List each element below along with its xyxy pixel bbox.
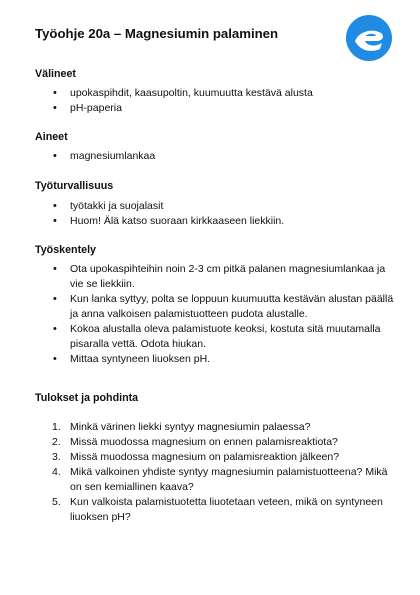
section-heading-tyoturvallisuus: Työturvallisuus <box>35 180 114 192</box>
list-item: • Huom! Älä katso suoraan kirkkaaseen liekkiin. <box>35 214 395 229</box>
tyoskentely-list <box>35 262 395 367</box>
aineet-list <box>35 149 395 164</box>
list-item: 5. Kun valkoista palamistuotetta liuotetaan veteen, mikä on syntyneen liuoksen pH? <box>52 496 383 523</box>
tulokset-list <box>35 420 395 525</box>
list-item: 1. Minkä värinen liekki syntyy magnesiumin palaessa? <box>52 421 311 433</box>
valineet-list <box>35 86 395 116</box>
list-item: • työtakki ja suojalasit <box>35 199 395 214</box>
section-heading-tyoskentely: Työskentely <box>35 244 96 256</box>
list-item: • upokaspihdit, kaasupoltin, kuumuutta kestävä alusta <box>35 86 395 101</box>
list-item: 3. Missä muodossa magnesium on palamisreaktion jälkeen? <box>52 451 340 463</box>
tyoturvallisuus-list <box>35 199 395 229</box>
section-heading-valineet: Välineet <box>35 68 76 80</box>
e-logo-icon <box>345 14 393 62</box>
section-heading-aineet: Aineet <box>35 131 68 143</box>
list-item: • Mittaa syntyneen liuoksen pH. <box>35 352 395 367</box>
list-item: • Ota upokaspihteihin noin 2-3 cm pitkä palanen magnesiumlankaa ja vie se liekkiin. <box>35 262 395 292</box>
list-item: 2. Missä muodossa magnesium on ennen palamisreaktiota? <box>52 436 338 448</box>
list-item: • pH-paperia <box>35 101 395 116</box>
list-item: • Kokoa alustalla oleva palamistuote keoksi, kostuta sitä muutamalla pisaralla vettä. Odota hiukan. <box>35 322 395 352</box>
section-heading-tulokset: Tulokset ja pohdinta <box>35 392 139 404</box>
list-item: 4. Mikä valkoinen yhdiste syntyy magnesiumin palamistuotteena? Mikä on sen kemiallinen kaava? <box>52 466 388 493</box>
list-item: • magnesiumlankaa <box>35 149 395 164</box>
list-item: • Kun lanka syttyy, polta se loppuun kuumuutta kestävän alustan päällä ja anna valkoisen palamistuotteen pudota alustalle. <box>35 292 395 322</box>
page-title: Työohje 20a – Magnesiumin palaminen <box>35 26 279 41</box>
